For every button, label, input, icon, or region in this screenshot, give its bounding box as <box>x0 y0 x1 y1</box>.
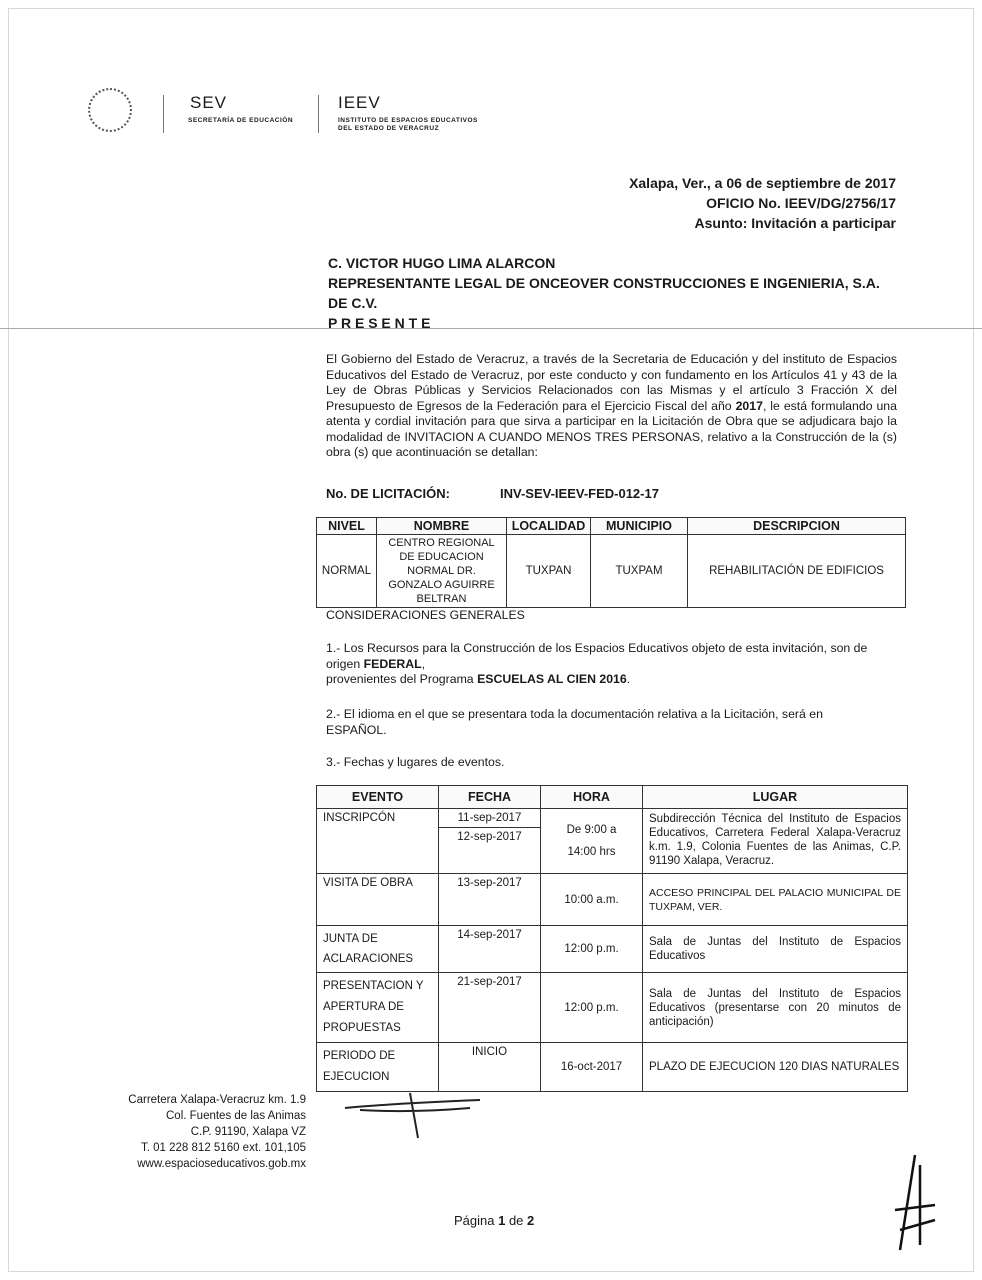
consideracion-1: 1.- Los Recursos para la Construcción de los Espacios Educativos objeto de esta invitación, son de origen FEDERAL, provenientes del Programa ESCUELAS AL CIEN 2016. <box>326 641 868 686</box>
col-header: MUNICIPIO <box>591 518 688 535</box>
asunto: Asunto: Invitación a participar <box>694 215 896 231</box>
cell-evento: VISITA DE OBRA <box>317 874 439 926</box>
recipient-name: C. VICTOR HUGO LIMA ALARCON <box>328 255 556 271</box>
footer-address: Carretera Xalapa-Veracruz km. 1.9 Col. Fuentes de las Animas C.P. 91190, Xalapa VZ T. 01 228 812 5160 ext. 101,105 www.espacioseducativos.gob.mx <box>128 1094 306 1170</box>
cell-evento: PRESENTACION Y APERTURA DE PROPUESTAS <box>317 973 439 1043</box>
cell-hora: De 9:00 a 14:00 hrs <box>541 809 643 874</box>
divider <box>163 95 164 133</box>
cell-lugar: Subdirección Técnica del Instituto de Espacios Educativos, Carretera Federal Xalapa-Veracruz k.m. 1.9, Colonia Fuentes de las Animas, C.P. 91190 Xalapa, Veracruz. <box>643 809 908 874</box>
cell-fecha: 11-sep-2017 12-sep-2017 <box>439 809 541 874</box>
cell-hora: 12:00 p.m. <box>541 926 643 973</box>
cell-fecha: 14-sep-2017 <box>439 926 541 973</box>
cell-lugar: Sala de Juntas del Instituto de Espacios Educativos <box>643 926 908 973</box>
cell-descripcion: REHABILITACIÓN DE EDIFICIOS <box>688 535 906 608</box>
signature <box>340 1088 490 1148</box>
sev-logo-title: SEV <box>190 93 228 112</box>
ieev-logo-title: IEEV <box>338 93 381 112</box>
col-header: FECHA <box>439 786 541 809</box>
presente: P R E S E N T E <box>328 315 431 331</box>
cell-lugar: PLAZO DE EJECUCION 120 DIAS NATURALES <box>643 1043 908 1092</box>
recipient <box>328 253 880 333</box>
col-header: LOCALIDAD <box>507 518 591 535</box>
cell-hora: 16-oct-2017 <box>541 1043 643 1092</box>
recipient-role-cont: DE C.V. <box>328 295 378 311</box>
initials-signature <box>890 1150 940 1260</box>
eventos-table <box>316 785 908 1092</box>
page-number: Página 1 de 2 <box>454 1213 535 1228</box>
obra-table <box>316 517 906 608</box>
cell-localidad: TUXPAN <box>507 535 591 608</box>
cell-lugar: Sala de Juntas del Instituto de Espacios Educativos (presentarse con 20 minutos de anticipación) <box>643 973 908 1043</box>
consideracion-2: 2.- El idioma en el que se presentara toda la documentación relativa a la Licitación, será en ESPAÑOL. <box>326 707 823 737</box>
cell-evento: INSCRIPCÓN <box>317 809 439 874</box>
oficio-number: OFICIO No. IEEV/DG/2756/17 <box>706 195 896 211</box>
cell-nivel: NORMAL <box>317 535 377 608</box>
col-header: NOMBRE <box>377 518 507 535</box>
cell-evento: JUNTA DE ACLARACIONES <box>317 926 439 973</box>
cell-lugar: ACCESO PRINCIPAL DEL PALACIO MUNICIPAL DE TUXPAM, VER. <box>643 874 908 926</box>
table-row <box>317 1043 908 1092</box>
divider <box>318 95 319 133</box>
cell-fecha: INICIO <box>439 1043 541 1092</box>
cell-hora: 10:00 a.m. <box>541 874 643 926</box>
cell-evento: PERIODO DE EJECUCION <box>317 1043 439 1092</box>
col-header: EVENTO <box>317 786 439 809</box>
table-row <box>317 809 908 874</box>
letter-meta <box>629 173 896 233</box>
table-row <box>317 874 908 926</box>
licitacion-label: No. DE LICITACIÓN: <box>326 486 450 501</box>
col-header: LUGAR <box>643 786 908 809</box>
cell-hora: 12:00 p.m. <box>541 973 643 1043</box>
body-paragraph: El Gobierno del Estado de Veracruz, a través de la Secretaria de Educación y del instituto de Espacios Educativos del Estado de Veracruz, por este conducto y con fundamento en los Artículos 41 y 43 de la Ley de Obras Públicas y Servicios Relacionados con las Mismas y el artículo 3 Fracción X del Presupuesto de Egresos de la Federación para el Ejercicio Fiscal del año 2017, le está formulando una atenta y cordial invitación para que sirva a participar en la Licitación de Obra que se adjudicara bajo la modalidad de INVITACION A CUANDO MENOS TRES PERSONAS, relativo a la Construcción de la (s) obra (s) que acontinuación se detallan: <box>326 352 897 459</box>
sev-logo-subtitle: SECRETARÍA DE EDUCACIÓN <box>188 117 294 124</box>
col-header: DESCRIPCION <box>688 518 906 535</box>
col-header: HORA <box>541 786 643 809</box>
recipient-role: REPRESENTANTE LEGAL DE ONCEOVER CONSTRUCCIONES E INGENIERIA, S.A. <box>328 275 880 291</box>
consideraciones-title: CONSIDERACIONES GENERALES <box>326 608 525 622</box>
licitacion-number: INV-SEV-IEEV-FED-012-17 <box>500 486 659 501</box>
col-header: NIVEL <box>317 518 377 535</box>
table-row <box>317 973 908 1043</box>
table-row <box>317 535 906 608</box>
place-date: Xalapa, Ver., a 06 de septiembre de 2017 <box>629 175 896 191</box>
ieev-logo-subtitle: INSTITUTO DE ESPACIOS EDUCATIVOS DEL ESTADO DE VERACRUZ <box>338 117 478 132</box>
table-row <box>317 926 908 973</box>
consideracion-3: 3.- Fechas y lugares de eventos. <box>326 755 505 769</box>
cell-fecha: 21-sep-2017 <box>439 973 541 1043</box>
veracruz-coat-of-arms-logo <box>88 88 132 132</box>
cell-municipio: TUXPAM <box>591 535 688 608</box>
cell-fecha: 13-sep-2017 <box>439 874 541 926</box>
cell-nombre: CENTRO REGIONAL DE EDUCACION NORMAL DR. GONZALO AGUIRRE BELTRAN <box>377 535 507 608</box>
